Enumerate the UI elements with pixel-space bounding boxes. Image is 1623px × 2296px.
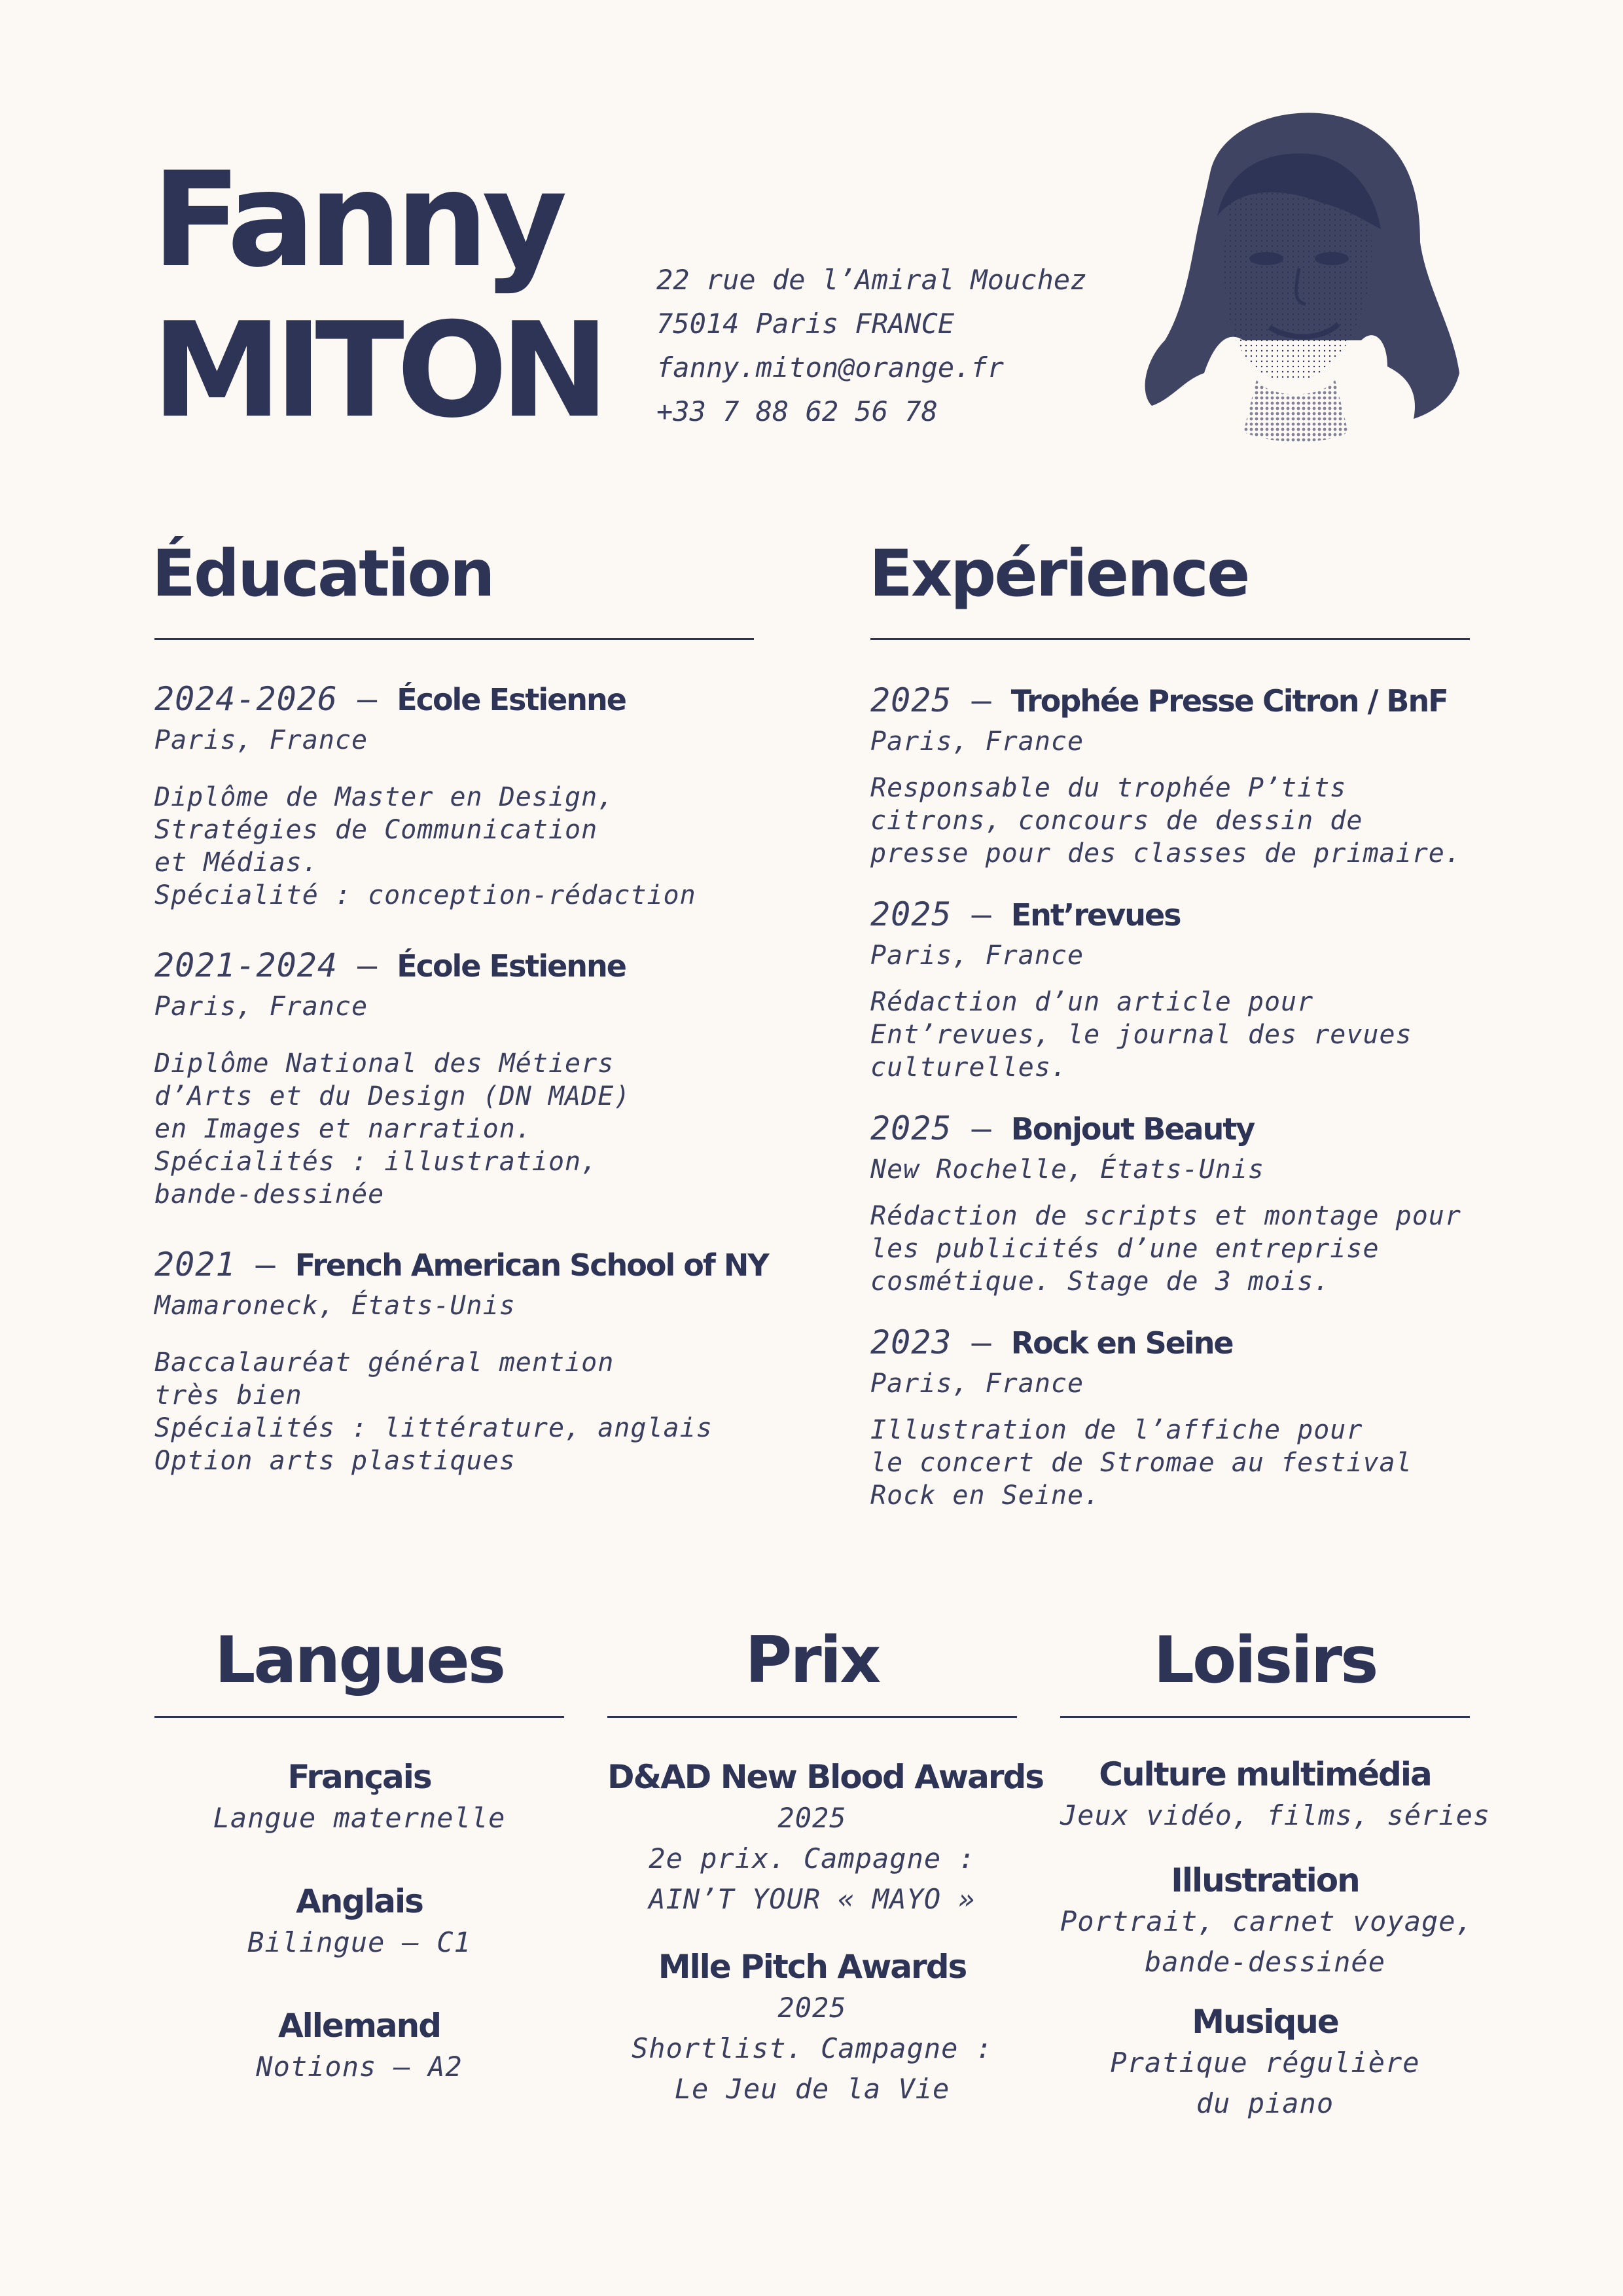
- award-item: [607, 1946, 1017, 2109]
- langues-rule: [154, 1716, 564, 1718]
- entry-place: New Rochelle, États-Unis: [870, 1155, 1264, 1185]
- award-year: 2025: [777, 1992, 847, 2024]
- entry-org: Trophée Presse Citron / BnF: [1010, 683, 1448, 719]
- entry-org: French American School of NY: [294, 1247, 768, 1283]
- hobby-name: Musique: [1192, 2003, 1338, 2041]
- hobby-item: [1060, 2001, 1470, 2124]
- loisirs-title: Loisirs: [1153, 1623, 1377, 1698]
- entry-org: Rock en Seine: [1010, 1325, 1233, 1361]
- experience-entry: 2025 — Ent’revues Paris, France Rédaction d’un article pour Ent’revues, le journal des revues culturelles.: [870, 893, 1525, 1084]
- address-line: 22 rue de l’Amiral Mouchez: [656, 264, 1087, 296]
- langues-title: Langues: [214, 1623, 505, 1698]
- entry-desc: Baccalauréat général mention très bien Spécialités : littérature, anglais Option arts plastiques: [154, 1348, 713, 1476]
- education-title: Éducation: [152, 537, 493, 611]
- first-name: Fanny: [152, 144, 561, 296]
- entry-org: École Estienne: [397, 948, 626, 984]
- entry-org: Bonjout Beauty: [1010, 1111, 1255, 1147]
- award-detail: AIN’T YOUR « MAYO »: [649, 1883, 976, 1915]
- experience-list: [870, 679, 1525, 1512]
- award-name: Mlle Pitch Awards: [658, 1948, 967, 1986]
- entry-years: 2021: [154, 1246, 236, 1283]
- entry-place: Mamaroneck, États-Unis: [154, 1291, 516, 1321]
- language-name: Anglais: [296, 1882, 423, 1920]
- entry-org: École Estienne: [397, 682, 626, 717]
- loisirs-rule: [1060, 1716, 1470, 1718]
- candidate-name: [152, 145, 601, 446]
- entry-years: 2024-2026: [154, 680, 338, 718]
- language-level: Langue maternelle: [213, 1802, 506, 1834]
- award-year: 2025: [777, 1802, 847, 1834]
- email: fanny.miton@orange.fr: [656, 351, 1005, 384]
- entry-place: Paris, France: [154, 992, 368, 1022]
- language-item: [154, 1880, 564, 1963]
- entry-place: Paris, France: [870, 726, 1084, 757]
- entry-desc: Diplôme de Master en Design, Stratégies de Communication et Médias. Spécialité : conception-rédaction: [154, 782, 696, 910]
- hobby-detail: du piano: [1196, 2087, 1334, 2119]
- hobby-item: [1060, 1859, 1473, 1982]
- award-detail: Shortlist. Campagne :: [631, 2032, 993, 2064]
- award-name: D&AD New Blood Awards: [607, 1758, 1044, 1796]
- entry-years: 2025: [870, 1109, 952, 1147]
- last-name: MITON: [152, 295, 602, 447]
- education-entry: 2021 — French American School of NY Mamaroneck, États-Unis Baccalauréat général mention très bien Spécialités : littérature, anglais Option arts plastiques: [154, 1246, 768, 1476]
- entry-years: 2025: [870, 895, 952, 933]
- entry-desc: Responsable du trophée P’tits citrons, concours de dessin de presse pour des classes de primaire.: [870, 773, 1461, 869]
- education-entry: 2024-2026 — École Estienne Paris, France Diplôme de Master en Design, Stratégies de Communication et Médias. Spécialité : conception-rédaction: [154, 678, 763, 912]
- language-name: Allemand: [277, 2007, 441, 2045]
- hobby-detail: Pratique régulière: [1110, 2047, 1420, 2079]
- hobby-name: Illustration: [1171, 1861, 1359, 1899]
- entry-org: Ent’revues: [1010, 897, 1181, 933]
- award-detail: Le Jeu de la Vie: [674, 2073, 950, 2105]
- entry-desc: Rédaction de scripts et montage pour les publicités d’une entreprise cosmétique. Stage de 3 mois.: [870, 1201, 1461, 1297]
- langues-section: [154, 1623, 564, 2087]
- entry-place: Paris, France: [154, 725, 368, 755]
- experience-rule: [870, 638, 1470, 640]
- city-line: 75014 Paris FRANCE: [656, 308, 955, 340]
- education-rule: [154, 638, 754, 640]
- hobby-name: Culture multimédia: [1099, 1755, 1431, 1793]
- education-list: [154, 678, 768, 1477]
- prix-section: [607, 1623, 1044, 2109]
- prix-title: Prix: [745, 1623, 880, 1698]
- experience-entry: 2025 — Trophée Presse Citron / BnF Paris, France Responsable du trophée P’tits citrons, concours de dessin de presse pour des classes de primaire.: [870, 679, 1525, 870]
- language-item: [154, 2005, 564, 2087]
- hobby-detail: bande-dessinée: [1144, 1946, 1385, 1978]
- prix-rule: [607, 1716, 1017, 1718]
- loisirs-section: [1060, 1623, 1491, 2124]
- entry-years: 2021-2024: [154, 946, 338, 984]
- language-level: Notions — A2: [256, 2051, 463, 2083]
- education-entry: 2021-2024 — École Estienne Paris, France Diplôme National des Métiers d’Arts et du Design (DN MADE) en Images et narration. Spécialités : illustration, bande-dessinée: [154, 944, 763, 1211]
- language-item: [154, 1756, 564, 1839]
- hobby-item: [1060, 1753, 1491, 1836]
- award-detail: 2e prix. Campagne :: [649, 1842, 976, 1874]
- hobby-detail: Jeux vidéo, films, séries: [1060, 1799, 1491, 1831]
- entry-desc: Diplôme National des Métiers d’Arts et du Design (DN MADE) en Images et narration. Spécialités : illustration, bande-dessinée: [154, 1049, 631, 1210]
- contact-block: [656, 258, 1086, 433]
- phone: +33 7 88 62 56 78: [656, 395, 938, 427]
- hobby-detail: Portrait, carnet voyage,: [1060, 1905, 1473, 1937]
- experience-entry: 2025 — Bonjout Beauty New Rochelle, États-Unis Rédaction de scripts et montage pour les publicités d’une entreprise cosmétique. Stage de 3 mois.: [870, 1107, 1525, 1298]
- entry-place: Paris, France: [870, 941, 1084, 971]
- award-item: [607, 1756, 1044, 1920]
- entry-desc: Rédaction d’un article pour Ent’revues, le journal des revues culturelles.: [870, 987, 1412, 1083]
- entry-years: 2023: [870, 1323, 952, 1361]
- experience-entry: 2023 — Rock en Seine Paris, France Illustration de l’affiche pour le concert de Stromae au festival Rock en Seine.: [870, 1321, 1525, 1512]
- entry-years: 2025: [870, 681, 952, 719]
- language-name: Français: [287, 1758, 431, 1796]
- entry-place: Paris, France: [870, 1369, 1084, 1399]
- experience-title: Expérience: [869, 537, 1249, 611]
- portrait-photo: [1113, 92, 1479, 471]
- entry-desc: Illustration de l’affiche pour le concert de Stromae au festival Rock en Seine.: [870, 1415, 1412, 1511]
- portrait-illustration: [1113, 92, 1479, 471]
- language-level: Bilingue — C1: [247, 1926, 471, 1958]
